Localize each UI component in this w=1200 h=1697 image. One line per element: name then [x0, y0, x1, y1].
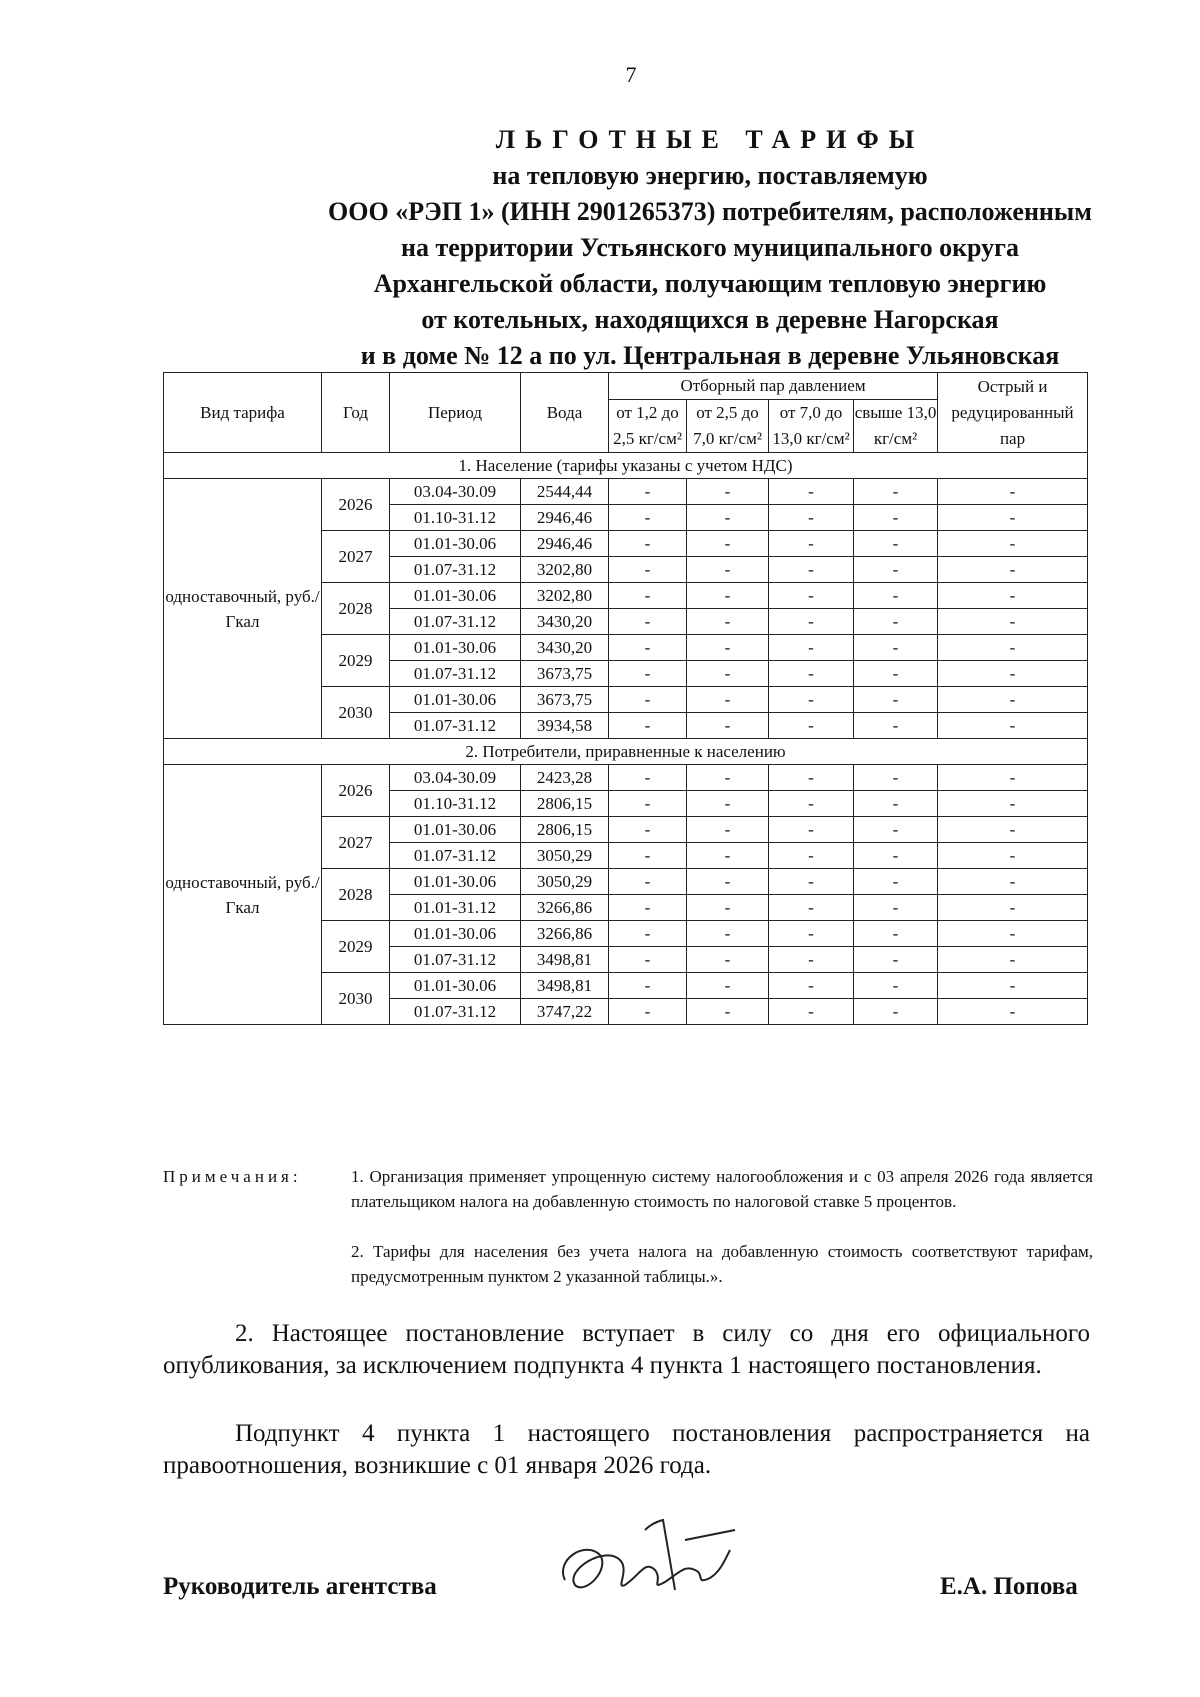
section-header-row — [164, 739, 1088, 765]
steam-3-cell: - — [769, 531, 854, 557]
period-cell: 01.07-31.12 — [390, 661, 521, 687]
steam-2-cell: - — [687, 817, 769, 843]
header-sharp-steam: Острый и редуцированный пар — [938, 373, 1088, 453]
steam-1-cell: - — [609, 947, 687, 973]
note-item: 2. Тарифы для населения без учета налога на добавленную стоимость соответствуют тарифам, предусмотренным пунктом 2 указанной таблицы.». — [351, 1242, 1093, 1286]
steam-2-cell: - — [687, 609, 769, 635]
sharp-steam-cell: - — [938, 583, 1088, 609]
steam-1-cell: - — [609, 921, 687, 947]
steam-4-cell: - — [854, 843, 938, 869]
water-cell: 3050,29 — [521, 843, 609, 869]
sharp-steam-cell: - — [938, 921, 1088, 947]
water-cell: 3266,86 — [521, 895, 609, 921]
steam-3-cell: - — [769, 765, 854, 791]
steam-3-cell: - — [769, 687, 854, 713]
steam-1-cell: - — [609, 895, 687, 921]
steam-4-cell: - — [854, 609, 938, 635]
steam-4-cell: - — [854, 635, 938, 661]
signatory-position: Руководитель агентства — [163, 1573, 437, 1600]
period-cell: 01.10-31.12 — [390, 791, 521, 817]
tariff-type-cell: одноставочный, руб./Гкал — [164, 765, 322, 1025]
period-cell: 01.01-30.06 — [390, 869, 521, 895]
period-cell: 01.07-31.12 — [390, 713, 521, 739]
steam-2-cell: - — [687, 531, 769, 557]
steam-4-cell: - — [854, 947, 938, 973]
notes-label: Примечания: — [163, 1167, 302, 1186]
water-cell: 3266,86 — [521, 921, 609, 947]
steam-3-cell: - — [769, 609, 854, 635]
steam-1-cell: - — [609, 583, 687, 609]
sharp-steam-cell: - — [938, 687, 1088, 713]
steam-1-cell: - — [609, 791, 687, 817]
sharp-steam-cell: - — [938, 895, 1088, 921]
steam-2-cell: - — [687, 583, 769, 609]
period-cell: 01.07-31.12 — [390, 609, 521, 635]
sharp-steam-cell: - — [938, 479, 1088, 505]
signatory-name: Е.А. Попова — [940, 1573, 1078, 1600]
period-cell: 01.01-30.06 — [390, 531, 521, 557]
steam-2-cell: - — [687, 557, 769, 583]
steam-3-cell: - — [769, 661, 854, 687]
steam-2-cell: - — [687, 479, 769, 505]
handwritten-signature — [545, 1500, 745, 1620]
steam-4-cell: - — [854, 895, 938, 921]
sharp-steam-cell: - — [938, 973, 1088, 999]
water-cell: 3050,29 — [521, 869, 609, 895]
sharp-steam-cell: - — [938, 609, 1088, 635]
water-cell: 3934,58 — [521, 713, 609, 739]
steam-4-cell: - — [854, 817, 938, 843]
steam-3-cell: - — [769, 947, 854, 973]
period-cell: 03.04-30.09 — [390, 479, 521, 505]
title-line: и в доме № 12 а по ул. Центральная в деревне Ульяновская — [360, 341, 1060, 370]
period-cell: 01.01-30.06 — [390, 921, 521, 947]
water-cell: 3202,80 — [521, 583, 609, 609]
steam-3-cell: - — [769, 843, 854, 869]
year-cell: 2028 — [322, 583, 390, 635]
title-main: ЛЬГОТНЫЕ ТАРИФЫ — [495, 125, 925, 154]
sharp-steam-cell: - — [938, 661, 1088, 687]
steam-2-cell: - — [687, 713, 769, 739]
steam-4-cell: - — [854, 999, 938, 1025]
steam-3-cell: - — [769, 791, 854, 817]
steam-2-cell: - — [687, 999, 769, 1025]
steam-1-cell: - — [609, 635, 687, 661]
steam-4-cell: - — [854, 687, 938, 713]
sharp-steam-cell: - — [938, 505, 1088, 531]
steam-2-cell: - — [687, 869, 769, 895]
tariff-type-cell: одноставочный, руб./Гкал — [164, 479, 322, 739]
table-row — [164, 765, 1088, 791]
steam-2-cell: - — [687, 661, 769, 687]
steam-3-cell: - — [769, 999, 854, 1025]
steam-1-cell: - — [609, 713, 687, 739]
steam-1-cell: - — [609, 973, 687, 999]
steam-4-cell: - — [854, 557, 938, 583]
year-cell: 2028 — [322, 869, 390, 921]
year-cell: 2027 — [322, 817, 390, 869]
steam-3-cell: - — [769, 895, 854, 921]
water-cell: 2946,46 — [521, 531, 609, 557]
steam-3-cell: - — [769, 921, 854, 947]
header-steam-4: свыше 13,0 кг/см² — [854, 400, 938, 453]
steam-2-cell: - — [687, 973, 769, 999]
period-cell: 01.01-30.06 — [390, 973, 521, 999]
steam-1-cell: - — [609, 557, 687, 583]
water-cell: 3430,20 — [521, 635, 609, 661]
steam-4-cell: - — [854, 583, 938, 609]
water-cell: 3673,75 — [521, 687, 609, 713]
sharp-steam-cell: - — [938, 791, 1088, 817]
steam-3-cell: - — [769, 479, 854, 505]
steam-2-cell: - — [687, 947, 769, 973]
header-steam-group: Отборный пар давлением — [609, 373, 938, 400]
steam-2-cell: - — [687, 765, 769, 791]
steam-3-cell: - — [769, 817, 854, 843]
water-cell: 3498,81 — [521, 973, 609, 999]
page-number: 7 — [625, 62, 637, 87]
period-cell: 01.01-31.12 — [390, 895, 521, 921]
steam-1-cell: - — [609, 999, 687, 1025]
steam-4-cell: - — [854, 921, 938, 947]
period-cell: 01.07-31.12 — [390, 843, 521, 869]
steam-1-cell: - — [609, 817, 687, 843]
sharp-steam-cell: - — [938, 999, 1088, 1025]
paragraph: Подпункт 4 пункта 1 настоящего постановления распространяется на правоотношения, возникшие с 01 января 2026 года. — [163, 1420, 1090, 1479]
steam-3-cell: - — [769, 869, 854, 895]
title-line: Архангельской области, получающим тепловую энергию — [373, 269, 1047, 298]
section-title: 1. Население (тарифы указаны с учетом НДС) — [164, 453, 1088, 479]
year-cell: 2030 — [322, 687, 390, 739]
header-period: Период — [390, 373, 521, 453]
steam-3-cell: - — [769, 583, 854, 609]
steam-2-cell: - — [687, 791, 769, 817]
steam-4-cell: - — [854, 713, 938, 739]
tariffs-table — [163, 372, 1088, 1025]
water-cell: 2544,44 — [521, 479, 609, 505]
table-row — [164, 479, 1088, 505]
water-cell: 2423,28 — [521, 765, 609, 791]
steam-3-cell: - — [769, 635, 854, 661]
steam-3-cell: - — [769, 713, 854, 739]
steam-1-cell: - — [609, 661, 687, 687]
sharp-steam-cell: - — [938, 531, 1088, 557]
header-year: Год — [322, 373, 390, 453]
water-cell: 3673,75 — [521, 661, 609, 687]
header-steam-3: от 7,0 до 13,0 кг/см² — [769, 400, 854, 453]
steam-1-cell: - — [609, 687, 687, 713]
steam-1-cell: - — [609, 479, 687, 505]
steam-1-cell: - — [609, 765, 687, 791]
steam-4-cell: - — [854, 765, 938, 791]
sharp-steam-cell: - — [938, 635, 1088, 661]
steam-2-cell: - — [687, 921, 769, 947]
water-cell: 2806,15 — [521, 791, 609, 817]
header-tariff-type: Вид тарифа — [164, 373, 322, 453]
period-cell: 01.01-30.06 — [390, 635, 521, 661]
sharp-steam-cell: - — [938, 843, 1088, 869]
year-cell: 2026 — [322, 765, 390, 817]
water-cell: 3202,80 — [521, 557, 609, 583]
steam-4-cell: - — [854, 973, 938, 999]
header-water: Вода — [521, 373, 609, 453]
year-cell: 2029 — [322, 921, 390, 973]
sharp-steam-cell: - — [938, 713, 1088, 739]
steam-4-cell: - — [854, 479, 938, 505]
steam-1-cell: - — [609, 505, 687, 531]
sharp-steam-cell: - — [938, 947, 1088, 973]
paragraph: 2. Настоящее постановление вступает в силу со дня его официального опубликования, за исключением подпункта 4 пункта 1 настоящего постановления. — [163, 1320, 1090, 1379]
steam-2-cell: - — [687, 843, 769, 869]
year-cell: 2027 — [322, 531, 390, 583]
steam-4-cell: - — [854, 505, 938, 531]
period-cell: 01.01-30.06 — [390, 583, 521, 609]
water-cell: 2806,15 — [521, 817, 609, 843]
steam-4-cell: - — [854, 869, 938, 895]
steam-2-cell: - — [687, 505, 769, 531]
year-cell: 2030 — [322, 973, 390, 1025]
steam-1-cell: - — [609, 531, 687, 557]
title-line: на территории Устьянского муниципального округа — [401, 233, 1019, 262]
header-steam-1: от 1,2 до 2,5 кг/см² — [609, 400, 687, 453]
title-line: от котельных, находящихся в деревне Нагорская — [421, 305, 999, 334]
steam-3-cell: - — [769, 505, 854, 531]
period-cell: 01.01-30.06 — [390, 817, 521, 843]
sharp-steam-cell: - — [938, 869, 1088, 895]
water-cell: 2946,46 — [521, 505, 609, 531]
steam-4-cell: - — [854, 661, 938, 687]
period-cell: 01.01-30.06 — [390, 687, 521, 713]
period-cell: 01.07-31.12 — [390, 999, 521, 1025]
sharp-steam-cell: - — [938, 817, 1088, 843]
steam-1-cell: - — [609, 609, 687, 635]
period-cell: 01.07-31.12 — [390, 947, 521, 973]
title-line: ООО «РЭП 1» (ИНН 2901265373) потребителям, расположенным — [328, 197, 1092, 226]
steam-1-cell: - — [609, 869, 687, 895]
steam-3-cell: - — [769, 557, 854, 583]
section-header-row — [164, 453, 1088, 479]
period-cell: 03.04-30.09 — [390, 765, 521, 791]
steam-2-cell: - — [687, 687, 769, 713]
steam-4-cell: - — [854, 531, 938, 557]
sharp-steam-cell: - — [938, 557, 1088, 583]
water-cell: 3430,20 — [521, 609, 609, 635]
steam-3-cell: - — [769, 973, 854, 999]
water-cell: 3747,22 — [521, 999, 609, 1025]
document-title — [160, 122, 1200, 374]
water-cell: 3498,81 — [521, 947, 609, 973]
steam-1-cell: - — [609, 843, 687, 869]
header-steam-2: от 2,5 до 7,0 кг/см² — [687, 400, 769, 453]
period-cell: 01.10-31.12 — [390, 505, 521, 531]
year-cell: 2026 — [322, 479, 390, 531]
section-title: 2. Потребители, приравненные к населению — [164, 739, 1088, 765]
title-line: на тепловую энергию, поставляемую — [492, 161, 928, 190]
period-cell: 01.07-31.12 — [390, 557, 521, 583]
steam-4-cell: - — [854, 791, 938, 817]
year-cell: 2029 — [322, 635, 390, 687]
note-item: 1. Организация применяет упрощенную систему налогообложения и с 03 апреля 2026 года является плательщиком налога на добавленную стоимость по налоговой ставке 5 процентов. — [351, 1167, 1093, 1211]
steam-2-cell: - — [687, 895, 769, 921]
steam-2-cell: - — [687, 635, 769, 661]
sharp-steam-cell: - — [938, 765, 1088, 791]
